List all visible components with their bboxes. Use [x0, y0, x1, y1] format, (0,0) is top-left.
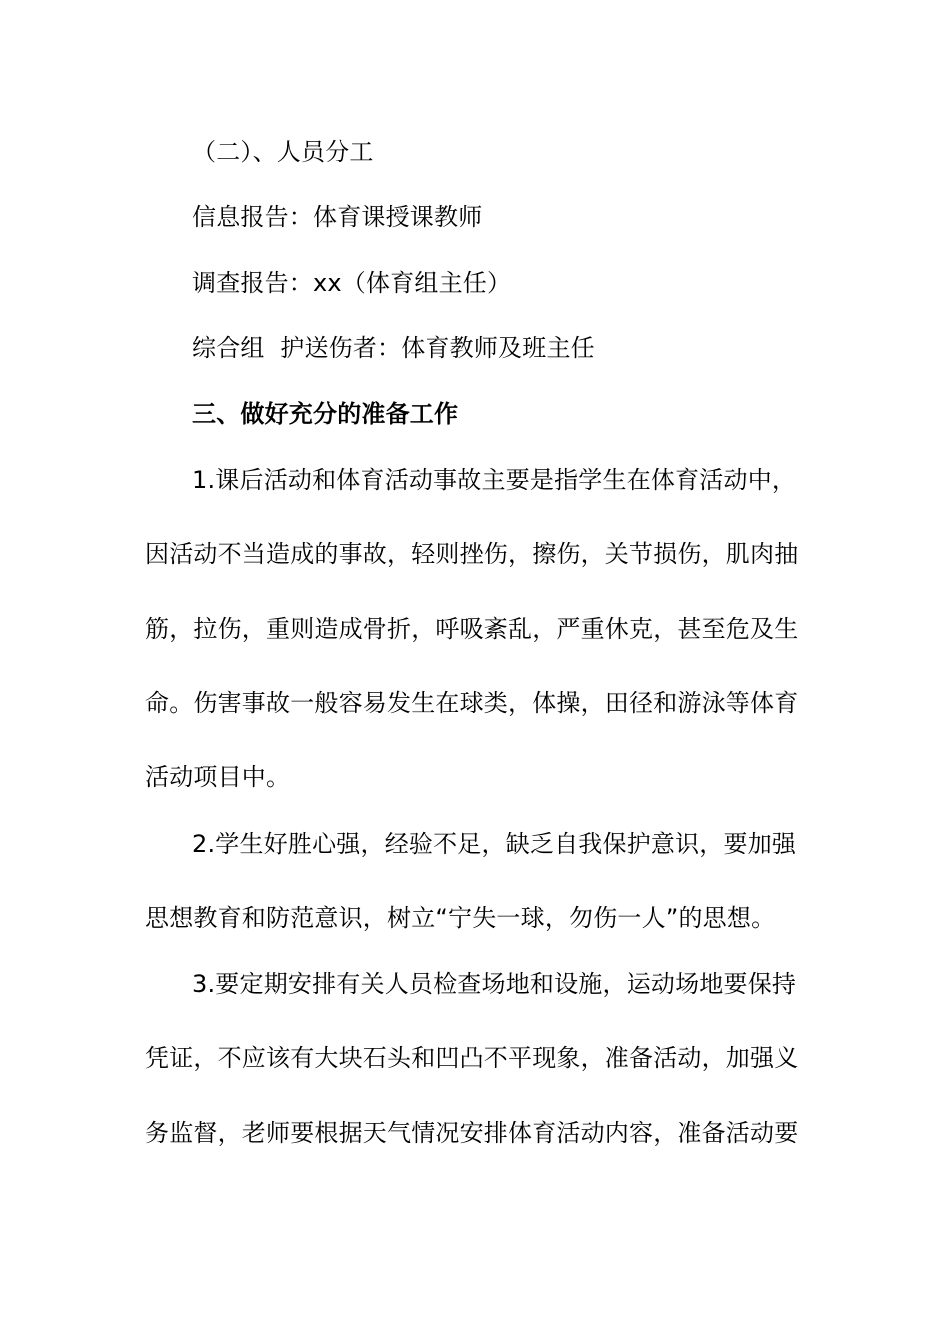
paragraph-2-line-2: 思想教育和防范意识，树立“宁失一球，勿伤一人”的思想。 [145, 904, 776, 932]
escort-line: 综合组 护送伤者：体育教师及班主任 [192, 334, 595, 362]
paragraph-1-line-4: 命。伤害事故一般容易发生在球类，体操，田径和游泳等体育 [145, 689, 799, 717]
paragraph-1-line-5: 活动项目中。 [145, 763, 291, 791]
info-report-line: 信息报告：体育课授课教师 [192, 203, 483, 231]
paragraph-1-line-1: 1.课后活动和体育活动事故主要是指学生在体育活动中， [192, 466, 797, 494]
paragraph-1-line-2: 因活动不当造成的事故，轻则挫伤，擦伤，关节损伤，肌肉抽 [145, 540, 799, 568]
paragraph-1-line-3: 筋，拉伤，重则造成骨折，呼吸紊乱，严重休克，甚至危及生 [145, 615, 799, 643]
investigation-report-line: 调查报告：xx（体育组主任） [192, 269, 512, 297]
paragraph-2-line-1: 2.学生好胜心强，经验不足，缺乏自我保护意识，要加强 [192, 830, 797, 858]
paragraph-3-line-2: 凭证，不应该有大块石头和凹凸不平现象，准备活动，加强义 [145, 1044, 799, 1072]
section-2-heading: （二）、人员分工 [192, 138, 374, 166]
section-3-heading: 三、做好充分的准备工作 [192, 400, 459, 428]
paragraph-3-line-3: 务监督，老师要根据天气情况安排体育活动内容，准备活动要 [145, 1119, 799, 1147]
paragraph-3-line-1: 3.要定期安排有关人员检查场地和设施，运动场地要保持 [192, 970, 797, 998]
